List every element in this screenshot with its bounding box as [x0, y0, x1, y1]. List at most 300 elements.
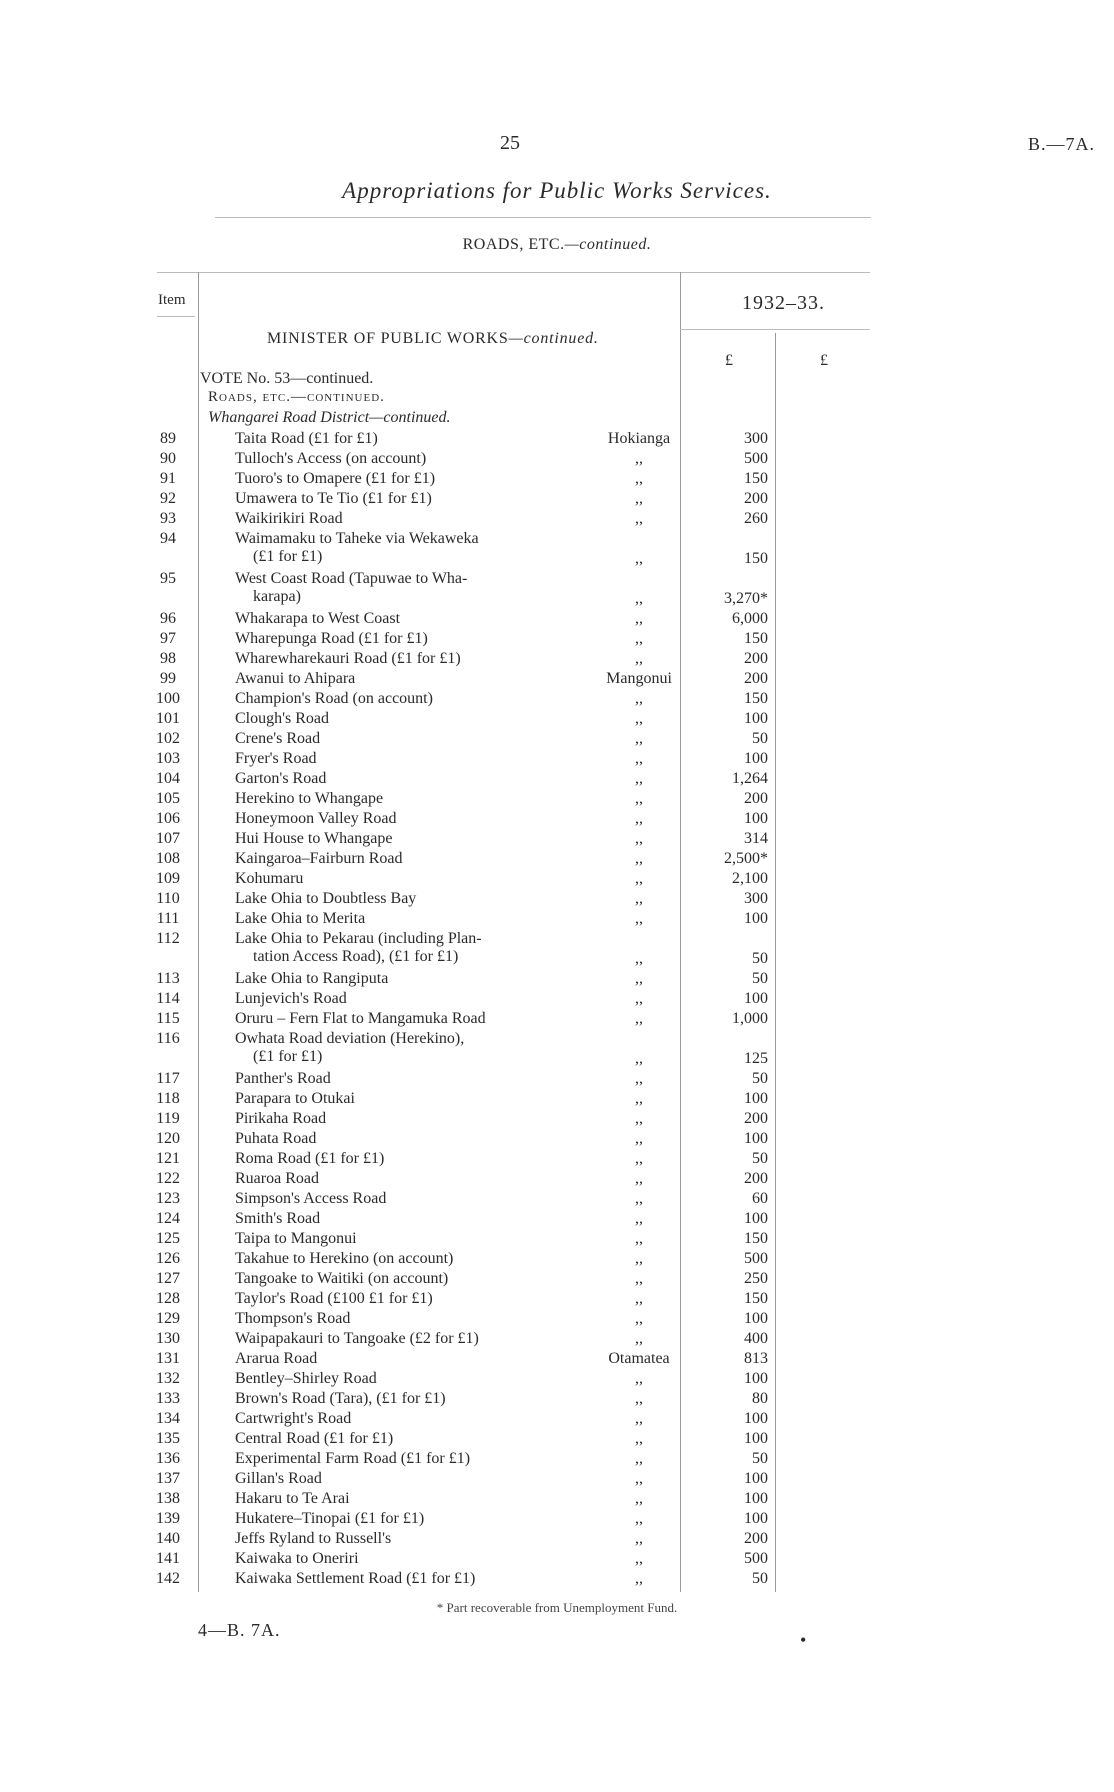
road-name-line: Waipapakauri to Tangoake (£2 for £1)	[235, 1330, 479, 1347]
road-name-line: Lake Ohia to Merita	[235, 910, 366, 927]
county-name: ,,	[635, 510, 643, 527]
county-name: ,,	[635, 1550, 643, 1567]
road-name	[235, 850, 557, 868]
road-name-line: Garton's Road	[235, 770, 327, 787]
county-name: ,,	[635, 1110, 643, 1127]
item-number: 119	[156, 1110, 180, 1127]
roads-title: Roads, etc.—continued.	[208, 389, 385, 405]
road-name	[235, 730, 557, 748]
road-name-line: Taylor's Road (£100 £1 for £1)	[235, 1290, 433, 1307]
table-row	[0, 1410, 1114, 1430]
item-number: 137	[156, 1470, 180, 1487]
county-name: Hokianga	[607, 430, 671, 447]
road-name-line: Parapara to Otukai	[235, 1090, 355, 1107]
table-row	[0, 1450, 1114, 1470]
road-name-line: Tangoake to Waitiki (on account)	[235, 1270, 449, 1287]
table-row	[0, 1030, 1114, 1070]
item-number: 100	[156, 690, 180, 707]
item-number: 94	[160, 530, 176, 547]
table-row	[0, 670, 1114, 690]
table-row	[0, 630, 1114, 650]
table-row	[0, 1330, 1114, 1350]
table-row	[0, 1090, 1114, 1110]
document-reference: B.—7A.	[1028, 134, 1096, 154]
item-number: 118	[156, 1090, 180, 1107]
item-number: 112	[156, 930, 180, 947]
table-row	[0, 790, 1114, 810]
item-number: 140	[156, 1530, 180, 1547]
item-number: 90	[160, 450, 176, 467]
amount: 125	[744, 1050, 768, 1067]
county-name: ,,	[635, 1070, 643, 1087]
table-row	[0, 1170, 1114, 1190]
county-name: Mangonui	[606, 670, 672, 687]
item-number: 139	[156, 1510, 180, 1527]
road-name	[235, 1490, 557, 1508]
county-name: ,,	[635, 1050, 643, 1067]
amount: 50	[752, 950, 768, 967]
amount: 150	[744, 690, 768, 707]
table-row	[0, 1150, 1114, 1170]
road-name-line: Taita Road (£1 for £1)	[235, 430, 378, 447]
item-number: 110	[156, 890, 180, 907]
road-name-line: Takahue to Herekino (on account)	[235, 1250, 454, 1267]
table-row	[0, 610, 1114, 630]
amount: 50	[752, 730, 768, 747]
table-row	[0, 1290, 1114, 1310]
road-name-line: Experimental Farm Road (£1 for £1)	[235, 1450, 471, 1467]
road-name	[235, 690, 557, 708]
minister-heading	[267, 330, 599, 348]
amount: 60	[752, 1190, 768, 1207]
amount: 500	[744, 450, 768, 467]
amount: 100	[744, 1310, 768, 1327]
road-name-line: Smith's Road	[235, 1210, 321, 1227]
table-row	[0, 910, 1114, 930]
road-name	[235, 1210, 557, 1228]
county-name: Otamatea	[608, 1350, 670, 1367]
road-name	[235, 1330, 557, 1348]
road-name	[235, 1090, 557, 1108]
amount: 100	[744, 1370, 768, 1387]
road-name	[235, 1370, 557, 1388]
road-name-line: Ruaroa Road	[235, 1170, 319, 1187]
county-name: ,,	[635, 1490, 643, 1507]
road-name	[235, 1390, 557, 1408]
road-name	[235, 470, 557, 488]
table-row	[0, 870, 1114, 890]
section-heading	[0, 236, 1114, 254]
road-name-line: Herekino to Whangape	[235, 790, 384, 807]
table-row	[0, 490, 1114, 510]
item-number: 125	[156, 1230, 180, 1247]
road-name-line: Hukatere–Tinopai (£1 for £1)	[235, 1510, 425, 1527]
county-name: ,,	[635, 470, 643, 487]
road-name	[235, 930, 557, 966]
road-name	[235, 1250, 557, 1268]
amount: 6,000	[732, 610, 768, 627]
road-name	[235, 1550, 557, 1568]
amount: 100	[744, 910, 768, 927]
item-number: 115	[156, 1010, 180, 1027]
road-name	[235, 1530, 557, 1548]
county-name: ,,	[635, 810, 643, 827]
amount: 50	[752, 1150, 768, 1167]
table-row	[0, 1070, 1114, 1090]
road-name	[235, 810, 557, 828]
amount: 100	[744, 1430, 768, 1447]
amount: 100	[744, 710, 768, 727]
county-name: ,,	[635, 1510, 643, 1527]
county-name: ,,	[635, 1430, 643, 1447]
district-heading: Whangarei Road District—continued.	[208, 409, 451, 426]
road-name	[235, 1270, 557, 1288]
county-name: ,,	[635, 990, 643, 1007]
item-number: 138	[156, 1490, 180, 1507]
road-name-line: Hui House to Whangape	[235, 830, 393, 847]
road-name-line: Thompson's Road	[235, 1310, 351, 1327]
county-name: ,,	[635, 1290, 643, 1307]
road-name-line: Wharepunga Road (£1 for £1)	[235, 630, 428, 647]
table-row	[0, 1310, 1114, 1330]
road-name-line: Gillan's Road	[235, 1470, 322, 1487]
year-column-header: 1932–33.	[742, 292, 825, 314]
item-number: 128	[156, 1290, 180, 1307]
table-row	[0, 470, 1114, 490]
road-name-line: Simpson's Access Road	[235, 1190, 387, 1207]
road-name-line: Central Road (£1 for £1)	[235, 1430, 394, 1447]
road-name	[235, 830, 557, 848]
item-number: 111	[156, 910, 180, 927]
county-name: ,,	[635, 650, 643, 667]
road-name-continuation: tation Access Road), (£1 for £1)	[253, 948, 459, 965]
county-name: ,,	[635, 1190, 643, 1207]
amount: 100	[744, 990, 768, 1007]
road-name	[235, 630, 557, 648]
county-name: ,,	[635, 1090, 643, 1107]
road-name-line: Pirikaha Road	[235, 1110, 327, 1127]
county-name: ,,	[635, 1170, 643, 1187]
amount: 314	[744, 830, 768, 847]
road-name	[235, 1570, 557, 1588]
table-row	[0, 750, 1114, 770]
road-name	[235, 650, 557, 668]
county-name: ,,	[635, 830, 643, 847]
amount: 150	[744, 470, 768, 487]
road-name	[235, 1470, 557, 1488]
item-number: 92	[160, 490, 176, 507]
amount: 200	[744, 1170, 768, 1187]
road-name	[235, 1510, 557, 1528]
road-name	[235, 1310, 557, 1328]
amount: 300	[744, 890, 768, 907]
roads-heading	[208, 389, 385, 406]
amount: 100	[744, 1490, 768, 1507]
amount: 50	[752, 970, 768, 987]
road-name	[235, 1190, 557, 1208]
road-name	[235, 1110, 557, 1128]
item-number: 102	[156, 730, 180, 747]
county-name: ,,	[635, 1530, 643, 1547]
road-name	[235, 530, 557, 566]
road-name	[235, 1010, 557, 1028]
road-name-line: Kaingaroa–Fairburn Road	[235, 850, 403, 867]
road-name-line: Kaiwaka to Oneriri	[235, 1550, 359, 1567]
county-name: ,,	[635, 1210, 643, 1227]
item-number: 93	[160, 510, 176, 527]
county-name: ,,	[635, 1270, 643, 1287]
currency-symbol-2: £	[820, 352, 828, 369]
county-name: ,,	[635, 1410, 643, 1427]
table-row	[0, 1210, 1114, 1230]
road-name	[235, 910, 557, 928]
county-name: ,,	[635, 1390, 643, 1407]
table-row	[0, 1430, 1114, 1450]
road-name-continuation: (£1 for £1)	[253, 1048, 323, 1065]
item-number: 120	[156, 1130, 180, 1147]
road-name-line: Tuoro's to Omapere (£1 for £1)	[235, 470, 436, 487]
road-name-line: Umawera to Te Tio (£1 for £1)	[235, 490, 432, 507]
table-row	[0, 430, 1114, 450]
road-name	[235, 990, 557, 1008]
item-number: 134	[156, 1410, 180, 1427]
item-number: 97	[160, 630, 176, 647]
county-name: ,,	[635, 910, 643, 927]
county-name: ,,	[635, 1570, 643, 1587]
county-name: ,,	[635, 950, 643, 967]
road-name-line: Brown's Road (Tara), (£1 for £1)	[235, 1390, 446, 1407]
road-name	[235, 1070, 557, 1088]
road-name-line: Whakarapa to West Coast	[235, 610, 401, 627]
table-row	[0, 1470, 1114, 1490]
item-number: 105	[156, 790, 180, 807]
road-name	[235, 1450, 557, 1468]
amount: 150	[744, 1230, 768, 1247]
road-name	[235, 1430, 557, 1448]
currency-symbol-1: £	[725, 352, 733, 369]
road-name-line: Wharewharekauri Road (£1 for £1)	[235, 650, 461, 667]
item-number: 106	[156, 810, 180, 827]
road-name	[235, 670, 557, 688]
item-number: 101	[156, 710, 180, 727]
table-row	[0, 1190, 1114, 1210]
amount: 500	[744, 1550, 768, 1567]
county-name: ,,	[635, 1130, 643, 1147]
amount: 100	[744, 1210, 768, 1227]
table-row	[0, 1010, 1114, 1030]
county-name: ,,	[635, 630, 643, 647]
section-title: ROADS, ETC.	[462, 236, 565, 253]
amount: 100	[744, 810, 768, 827]
road-name-line: Kohumaru	[235, 870, 304, 887]
item-number: 109	[156, 870, 180, 887]
item-number: 91	[160, 470, 176, 487]
county-name: ,,	[635, 1310, 643, 1327]
road-name-continuation: (£1 for £1)	[253, 548, 323, 565]
amount: 200	[744, 1110, 768, 1127]
table-row	[0, 1270, 1114, 1290]
road-name-line: Cartwright's Road	[235, 1410, 352, 1427]
table-row	[0, 1530, 1114, 1550]
table-row	[0, 990, 1114, 1010]
road-name-line: Awanui to Ahipara	[235, 670, 356, 687]
item-number: 95	[160, 570, 176, 587]
road-name	[235, 570, 557, 606]
amount: 100	[744, 1130, 768, 1147]
amount: 813	[744, 1350, 768, 1367]
county-name: ,,	[635, 450, 643, 467]
road-name	[235, 870, 557, 888]
item-number: 108	[156, 850, 180, 867]
table-row	[0, 1350, 1114, 1370]
road-name	[235, 970, 557, 988]
road-name	[235, 1290, 557, 1308]
amount: 500	[744, 1250, 768, 1267]
item-number: 98	[160, 650, 176, 667]
table-row	[0, 1370, 1114, 1390]
amount: 100	[744, 1090, 768, 1107]
amount: 100	[744, 1510, 768, 1527]
amount: 50	[752, 1450, 768, 1467]
table-row	[0, 570, 1114, 610]
county-name: ,,	[635, 1470, 643, 1487]
county-name: ,,	[635, 1250, 643, 1267]
amount: 150	[744, 550, 768, 567]
amount: 200	[744, 650, 768, 667]
road-name	[235, 450, 557, 468]
item-number: 136	[156, 1450, 180, 1467]
road-name-line: Ararua Road	[235, 1350, 318, 1367]
road-name-line: Clough's Road	[235, 710, 329, 727]
table-row	[0, 1250, 1114, 1270]
amount: 150	[744, 1290, 768, 1307]
road-name-line: Panther's Road	[235, 1070, 331, 1087]
item-number: 129	[156, 1310, 180, 1327]
amount: 200	[744, 790, 768, 807]
item-number: 123	[156, 1190, 180, 1207]
table-row	[0, 810, 1114, 830]
item-number: 103	[156, 750, 180, 767]
road-name-line: Lake Ohia to Rangiputa	[235, 970, 389, 987]
road-name	[235, 890, 557, 908]
road-name	[235, 610, 557, 628]
county-name: ,,	[635, 1150, 643, 1167]
road-name-line: West Coast Road (Tapuwae to Wha-	[235, 570, 468, 587]
road-name	[235, 710, 557, 728]
amount: 100	[744, 1470, 768, 1487]
item-number: 132	[156, 1370, 180, 1387]
table-top-rule	[157, 272, 870, 273]
amount: 1,264	[732, 770, 768, 787]
road-name-line: Lake Ohia to Doubtless Bay	[235, 890, 417, 907]
table-row	[0, 530, 1114, 570]
amount: 80	[752, 1390, 768, 1407]
county-name: ,,	[635, 750, 643, 767]
item-number: 127	[156, 1270, 180, 1287]
item-number: 96	[160, 610, 176, 627]
item-number: 130	[156, 1330, 180, 1347]
table-row	[0, 850, 1114, 870]
table-row	[0, 830, 1114, 850]
item-number: 142	[156, 1570, 180, 1587]
road-name	[235, 1150, 557, 1168]
county-name: ,,	[635, 610, 643, 627]
item-number: 122	[156, 1170, 180, 1187]
road-name	[235, 750, 557, 768]
road-name-line: Lake Ohia to Pekarau (including Plan-	[235, 930, 482, 947]
county-name: ,,	[635, 1230, 643, 1247]
county-name: ,,	[635, 890, 643, 907]
title-rule	[215, 217, 871, 218]
signature-mark: 4—B. 7A.	[198, 1620, 281, 1640]
amount: 2,500*	[724, 850, 768, 867]
year-rule	[680, 329, 870, 330]
item-number: 135	[156, 1430, 180, 1447]
table-row	[0, 450, 1114, 470]
table-row	[0, 710, 1114, 730]
road-name-line: Roma Road (£1 for £1)	[235, 1150, 385, 1167]
minister-title: MINISTER OF PUBLIC WORKS	[267, 330, 509, 347]
table-row	[0, 730, 1114, 750]
county-name: ,,	[635, 590, 643, 607]
road-name-line: Tulloch's Access (on account)	[235, 450, 427, 467]
item-number: 121	[156, 1150, 180, 1167]
road-name	[235, 510, 557, 528]
amount: 200	[744, 490, 768, 507]
amount: 200	[744, 670, 768, 687]
county-name: ,,	[635, 1330, 643, 1347]
road-name-line: Fryer's Road	[235, 750, 317, 767]
road-name	[235, 790, 557, 808]
county-name: ,,	[635, 850, 643, 867]
item-number: 126	[156, 1250, 180, 1267]
amount: 300	[744, 430, 768, 447]
county-name: ,,	[635, 1450, 643, 1467]
road-name	[235, 430, 557, 448]
vote-heading: VOTE No. 53—continued.	[200, 370, 374, 387]
amount: 400	[744, 1330, 768, 1347]
stray-dot: •	[800, 1630, 807, 1650]
road-name	[235, 1410, 557, 1428]
county-name: ,,	[635, 690, 643, 707]
item-number: 133	[156, 1390, 180, 1407]
county-name: ,,	[635, 970, 643, 987]
amount: 2,100	[732, 870, 768, 887]
road-name-line: Honeymoon Valley Road	[235, 810, 397, 827]
item-number: 141	[156, 1550, 180, 1567]
road-name-line: Taipa to Mangonui	[235, 1230, 357, 1247]
county-name: ,,	[635, 870, 643, 887]
road-name	[235, 770, 557, 788]
road-name-continuation: karapa)	[253, 588, 301, 605]
county-name: ,,	[635, 490, 643, 507]
page-title: Appropriations for Public Works Services.	[342, 178, 772, 203]
item-number: 99	[160, 670, 176, 687]
minister-continued: —continued.	[508, 330, 599, 347]
road-name	[235, 1230, 557, 1248]
table-row	[0, 930, 1114, 970]
item-number: 114	[156, 990, 180, 1007]
table-row	[0, 510, 1114, 530]
footnote: * Part recoverable from Unemployment Fund.	[436, 1600, 678, 1615]
table-row	[0, 1490, 1114, 1510]
item-number: 89	[160, 430, 176, 447]
county-name: ,,	[635, 1370, 643, 1387]
amount: 150	[744, 630, 768, 647]
table-row	[0, 1110, 1114, 1130]
road-name-line: Kaiwaka Settlement Road (£1 for £1)	[235, 1570, 476, 1587]
item-rule	[157, 316, 195, 317]
